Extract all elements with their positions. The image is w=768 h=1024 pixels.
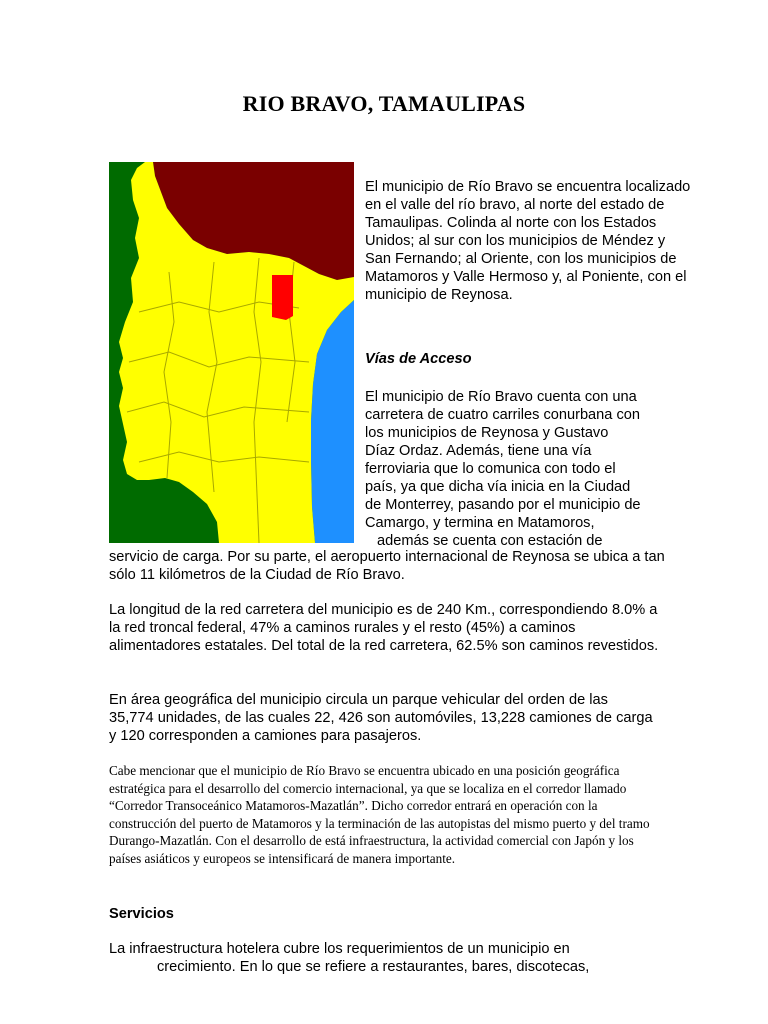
text-line: país, ya que dicha vía inicia en la Ciudad [365,479,631,495]
intro-paragraph: El municipio de Río Bravo se encuentra localizado en el valle del río bravo, al norte del estado de Tamaulipas. Colinda al norte con los Estados Unidos; al sur con los municipios de Méndez y San Fernando; al Oriente, con los municipios de Matamoros y Valle Hermoso y, al Poniente, con el municipio de Reynosa. [365,179,691,303]
servicios-heading: Servicios [109,906,174,922]
text-line: ferroviaria que lo comunica con todo el [365,461,616,477]
text-line: El municipio de Río Bravo cuenta con una [365,389,637,405]
text-line: los municipios de Reynosa y Gustavo [365,425,609,441]
page-title: RIO BRAVO, TAMAULIPAS [242,91,526,116]
text-line: Díaz Ordaz. Además, tiene una vía [365,443,592,459]
text-line: Camargo, y termina en Matamoros, [365,515,595,531]
text-line: La infraestructura hotelera cubre los requerimientos de un municipio en [109,941,570,957]
vias-paragraph-tail: servicio de carga. Por su parte, el aeropuerto internacional de Reynosa se ubica a tan sólo 11 kilómetros de la Ciudad de Río Bravo. [109,549,665,583]
text-line: carretera de cuatro carriles conurbana con [365,407,640,423]
text-line: además se cuenta con estación de [377,533,603,549]
roads-paragraph: La longitud de la red carretera del municipio es de 240 Km., correspondiendo 8.0% a la red troncal federal, 47% a caminos rurales y el resto (45%) a caminos alimentadores estatales. Del total de la red carretera, 62.5% son caminos revestidos. [109,602,659,654]
servicios-paragraph [109,940,689,976]
municipality-map [109,162,354,543]
text-line: crecimiento. En lo que se refiere a restaurantes, bares, discotecas, [157,959,590,975]
corridor-paragraph: Cabe mencionar que el municipio de Río Bravo se encuentra ubicado en una posición geográfica estratégica para el desarrollo del comercio internacional, ya que se localiza en el corredor llamado “Corredor Transoceánico Matamoros-Mazatlán”. Dicho corredor entrará en operación con la construcción del puerto de Matamoros y la terminación de las autopistas del mismo puerto y del tramo Durango-Mazatlán. Con el desarrollo de está infraestructura, la actividad comercial con Japón y los países asiáticos y europeos se intensificará de manera importante. [109,763,650,866]
vias-paragraph-wrapped [365,388,705,550]
vehicles-paragraph: En área geográfica del municipio circula un parque vehicular del orden de las 35,774 unidades, de las cuales 22, 426 son automóviles, 13,228 camiones de carga y 120 corresponden a camiones para pasajeros. [109,692,653,744]
vias-heading: Vías de Acceso [365,351,472,367]
text-line: de Monterrey, pasando por el municipio de [365,497,641,513]
map-rio-bravo-highlight [272,275,293,320]
